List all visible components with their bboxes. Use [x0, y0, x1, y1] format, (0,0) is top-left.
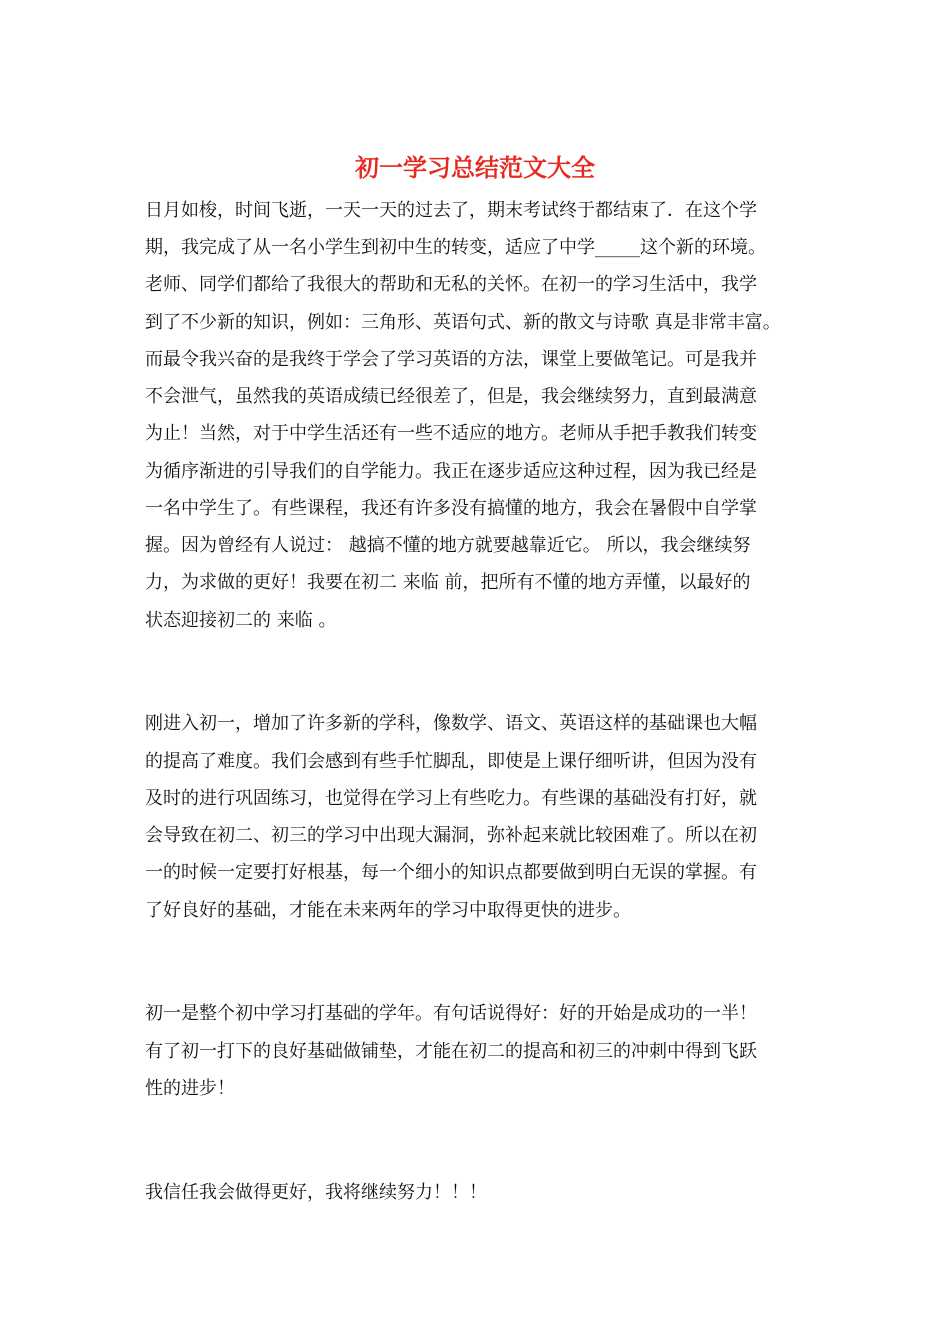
paragraph-2-line: 了好良好的基础，才能在未来两年的学习中取得更快的进步。	[145, 900, 631, 921]
paragraph-2-line: 一的时候一定要打好根基，每一个细小的知识点都要做到明白无误的掌握。有	[145, 862, 757, 883]
paragraph-3-line: 性的进步！	[145, 1078, 235, 1099]
paragraph-1-line: 为循序渐进的引导我们的自学能力。我正在逐步适应这种过程，因为我已经是	[145, 461, 757, 482]
paragraph-1-line: 老师、同学们都给了我很大的帮助和无私的关怀。在初一的学习生活中，我学	[145, 274, 757, 295]
paragraph-2-line: 的提高了难度。我们会感到有些手忙脚乱，即使是上课仔细听讲，但因为没有	[145, 751, 757, 772]
paragraph-3-line: 初一是整个初中学习打基础的学年。有句话说得好：好的开始是成功的一半！	[145, 1003, 757, 1024]
paragraph-1-line: 力，为求做的更好！我要在初二 来临 前，把所有不懂的地方弄懂，以最好的	[145, 572, 751, 593]
paragraph-1-line: 日月如梭，时间飞逝，一天一天的过去了，期末考试终于都结束了．在这个学	[145, 200, 757, 221]
paragraph-1-line: 状态迎接初二的 来临 。	[145, 610, 337, 631]
document-title: 初一学习总结范文大全	[355, 153, 595, 182]
paragraph-1-line: 到了不少新的知识，例如：三角形、英语句式、新的散文与诗歌 真是非常丰富。	[145, 312, 781, 333]
paragraph-1-line: 握。因为曾经有人说过： 越搞不懂的地方就要越靠近它。 所以，我会继续努	[145, 535, 751, 556]
paragraph-1-line: 为止！当然，对于中学生活还有一些不适应的地方。老师从手把手教我们转变	[145, 423, 757, 444]
paragraph-3-line: 有了初一打下的良好基础做铺垫，才能在初二的提高和初三的冲刺中得到飞跃	[145, 1041, 757, 1062]
paragraph-1-line: 而最令我兴奋的是我终于学会了学习英语的方法，课堂上要做笔记。可是我并	[145, 349, 757, 370]
paragraph-4-line: 我信任我会做得更好，我将继续努力！！！	[145, 1182, 487, 1203]
paragraph-1-line: 期，我完成了从一名小学生到初中生的转变，适应了中学_____这个新的环境。	[145, 237, 766, 258]
paragraph-1-line: 一名中学生了。有些课程，我还有许多没有搞懂的地方，我会在暑假中自学掌	[145, 498, 757, 519]
paragraph-2-line: 及时的进行巩固练习，也觉得在学习上有些吃力。有些课的基础没有打好，就	[145, 788, 757, 809]
paragraph-2-line: 刚进入初一，增加了许多新的学科，像数学、语文、英语这样的基础课也大幅	[145, 713, 757, 734]
paragraph-1-line: 不会泄气，虽然我的英语成绩已经很差了，但是，我会继续努力，直到最满意	[145, 386, 757, 407]
paragraph-2-line: 会导致在初二、初三的学习中出现大漏洞，弥补起来就比较困难了。所以在初	[145, 825, 757, 846]
